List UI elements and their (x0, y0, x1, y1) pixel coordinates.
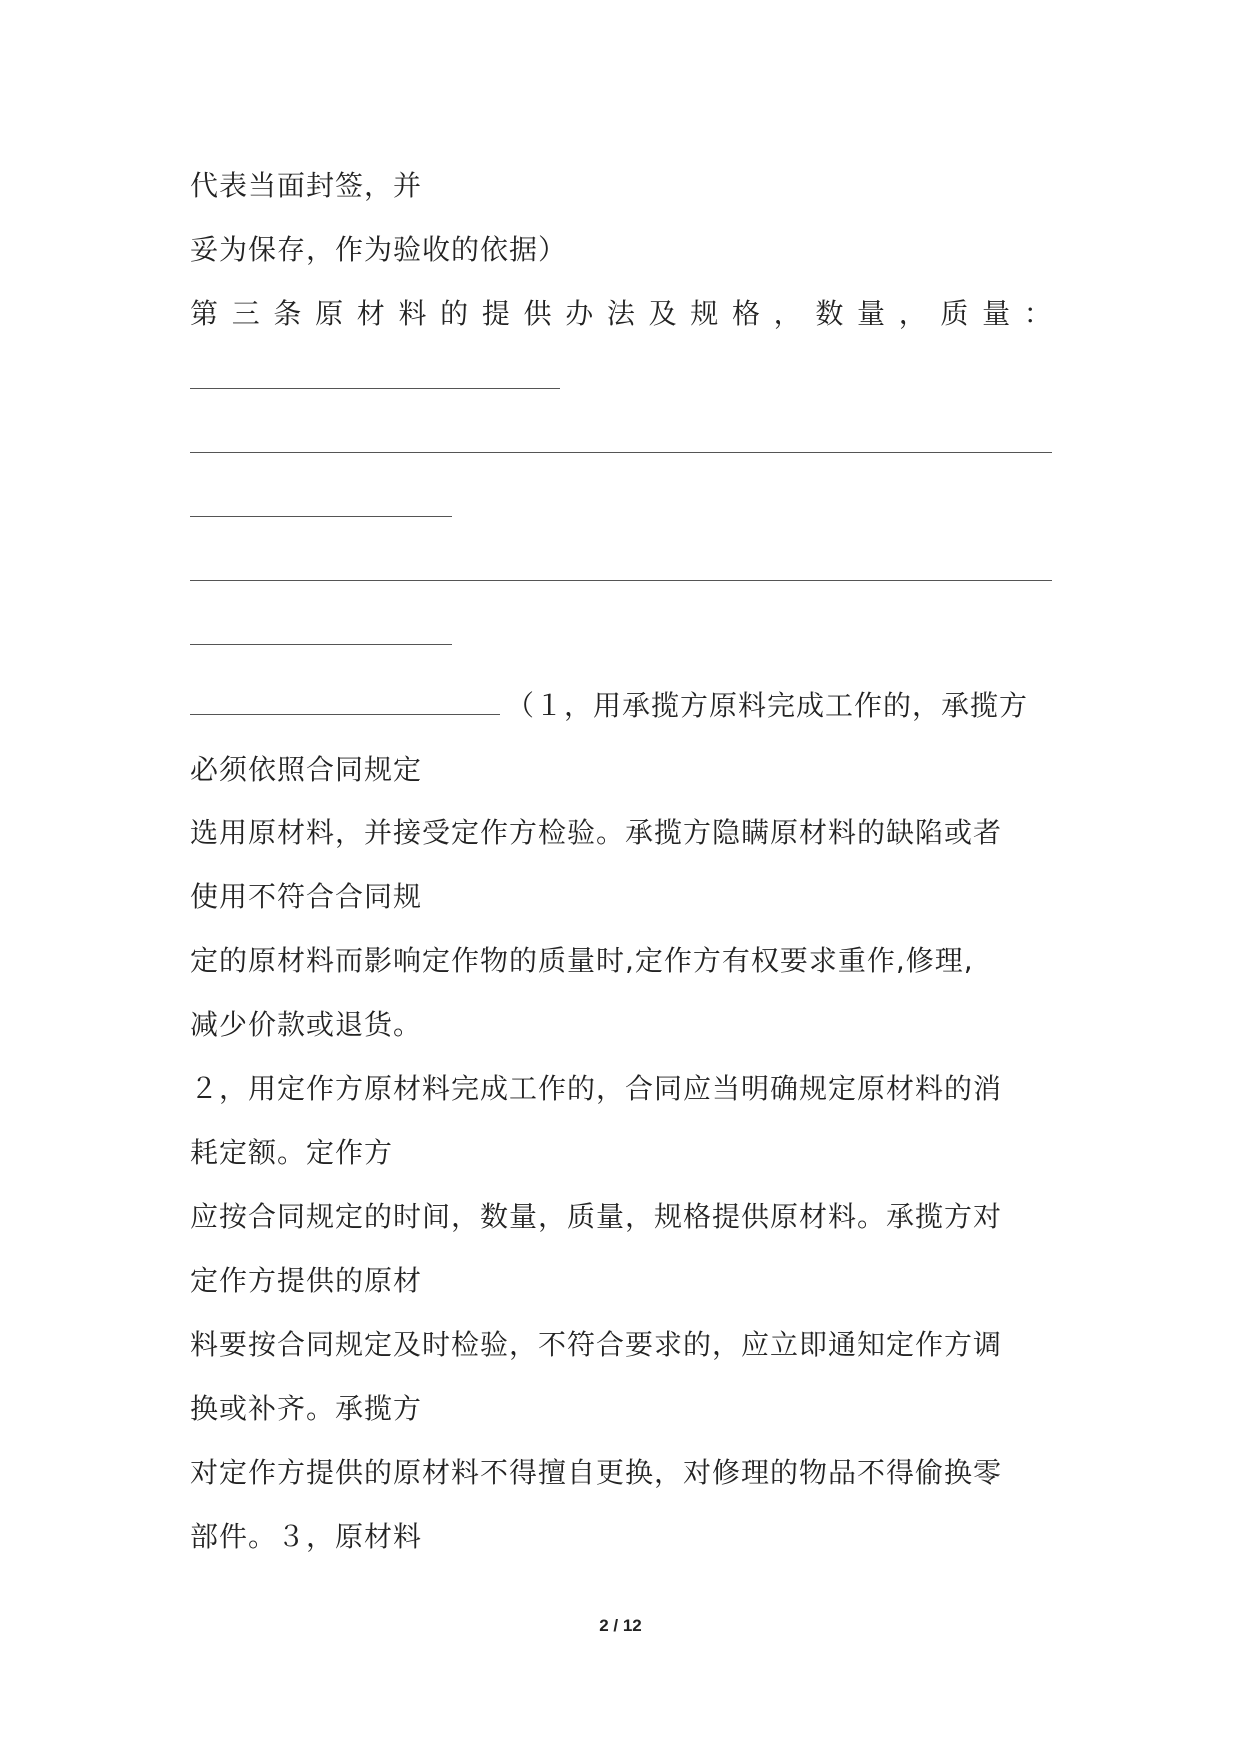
text-line-12: 应按合同规定的时间，数量，质量，规格提供原材料。承揽方对 (190, 1200, 1003, 1233)
blank-line (190, 516, 452, 517)
text-line-7: 使用不符合合同规 (190, 880, 423, 913)
text-line-16: 对定作方提供的原材料不得擅自更换，对修理的物品不得偷换零 (190, 1456, 1003, 1489)
text-line-17: 部件。３，原材料 (190, 1520, 423, 1553)
blank-line (190, 452, 1052, 453)
text-line-13: 定作方提供的原材 (190, 1264, 423, 1297)
page-number: 2 / 12 (599, 1616, 642, 1635)
blank-line (190, 388, 560, 389)
inline-blank-line (190, 692, 500, 715)
text-line-9: 减少价款或退货。 (190, 1008, 423, 1041)
text-line-14: 料要按合同规定及时检验，不符合要求的，应立即通知定作方调 (190, 1328, 1003, 1361)
text-line-8: 定的原材料而影响定作物的质量时,定作方有权要求重作,修理, (190, 944, 974, 977)
blank-line (190, 644, 452, 645)
text-line-2: 妥为保存，作为验收的依据） (190, 233, 568, 266)
text-line-1: 代表当面封签，并 (190, 169, 423, 202)
text-line-clause-1 (190, 688, 1028, 724)
blank-line (190, 580, 1052, 581)
text-line-11: 耗定额。定作方 (190, 1136, 394, 1169)
text-line-6: 选用原材料，并接受定作方检验。承揽方隐瞒原材料的缺陷或者 (190, 816, 1003, 849)
text-line-15: 换或补齐。承揽方 (190, 1392, 423, 1425)
clause-1-text: （１，用承揽方原料完成工作的，承揽方 (506, 689, 1029, 722)
text-line-5: 必须依照合同规定 (190, 753, 423, 786)
article-3-heading: 第 三 条 原 材 料 的 提 供 办 法 及 规 格 ， 数 量 ， 质 量 ： (190, 297, 1053, 330)
text-line-10: ２，用定作方原材料完成工作的，合同应当明确规定原材料的消 (190, 1072, 1003, 1105)
